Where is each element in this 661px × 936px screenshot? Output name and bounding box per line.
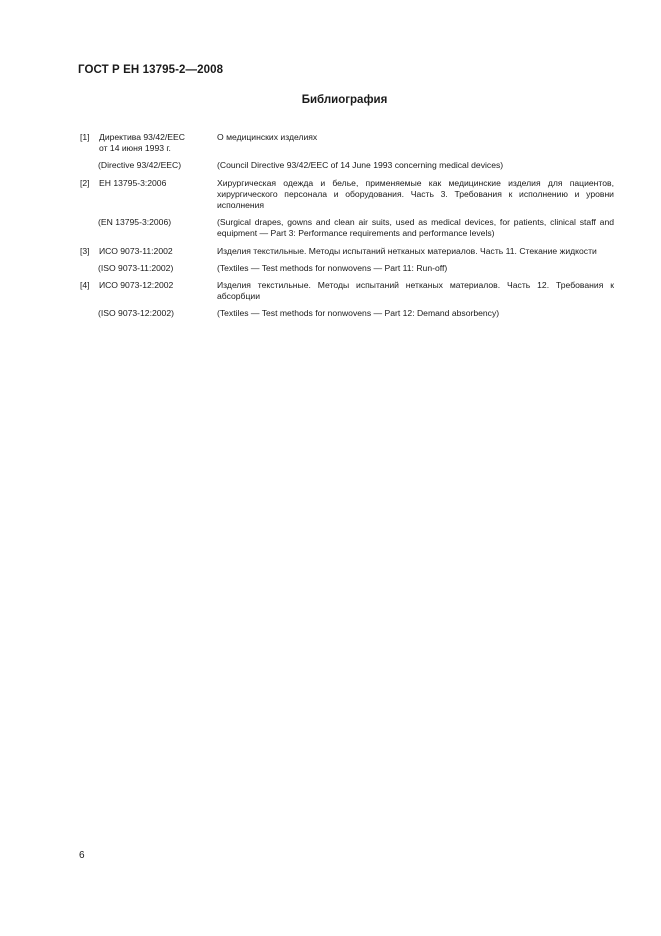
reference-title: Изделия текстильные. Методы испытаний нетканых материалов. Часть 12. Требования к абсорбции [217, 280, 614, 302]
reference-id [80, 132, 217, 154]
entry-number: [1] [80, 132, 90, 142]
reference-line: от 14 июня 1993 г. [99, 143, 171, 154]
reference-line: (ISO 9073-12:2002) [98, 308, 174, 319]
entry-number: [2] [80, 177, 90, 188]
bibliography-entry [80, 217, 614, 239]
reference-title: (Surgical drapes, gowns and clean air suits, used as medical devices, for patients, clinical staff and equipment — Part 3: Performance requirements and performance levels) [217, 217, 614, 239]
bibliography-entry [80, 263, 614, 274]
bibliography-entry [80, 132, 614, 154]
reference-line: Директива 93/42/ЕЕС [99, 132, 185, 142]
reference-id [80, 217, 217, 239]
document-code: ГОСТ Р ЕН 13795-2—2008 [78, 64, 224, 76]
reference-id [80, 263, 217, 274]
reference-title: (Council Directive 93/42/EEC of 14 June 1993 concerning medical devices) [217, 160, 504, 171]
reference-id [80, 246, 217, 257]
reference-id [80, 178, 217, 212]
bibliography-entry [80, 308, 614, 319]
reference-title: О медицинских изделиях [217, 132, 318, 142]
reference-title: (Textiles — Test methods for nonwovens — Part 11: Run-off) [217, 262, 448, 273]
reference-line: ЕН 13795-3:2006 [99, 177, 167, 188]
bibliography-entry [80, 246, 614, 257]
reference-id [80, 280, 217, 302]
reference-title: Изделия текстильные. Методы испытаний нетканых материалов. Часть 11. Стекание жидкости [217, 245, 597, 256]
reference-line: ИСО 9073-12:2002 [99, 280, 174, 291]
reference-title: (Textiles — Test methods for nonwovens — Part 12: Demand absorbency) [217, 308, 500, 319]
bibliography-entry [80, 280, 614, 302]
bibliography-entry [80, 178, 614, 212]
reference-id [80, 160, 217, 171]
reference-line: (EN 13795-3:2006) [98, 217, 172, 228]
bibliography-list [80, 132, 614, 326]
reference-line: ИСО 9073-11:2002 [99, 245, 173, 256]
reference-line: (ISO 9073-11:2002) [98, 262, 174, 273]
reference-title: Хирургическая одежда и белье, применяемые как медицинские изделия для пациентов, хирургического персонала и оборудования. Часть 3. Требования к исполнению и уровни исполнения [217, 177, 614, 211]
entry-number: [3] [80, 245, 90, 256]
reference-line: (Directive 93/42/EEC) [98, 160, 182, 171]
page-title: Библиография [301, 94, 388, 106]
reference-id [80, 308, 217, 319]
entry-number: [4] [80, 280, 90, 291]
page-number: 6 [79, 850, 85, 861]
bibliography-entry [80, 160, 614, 171]
